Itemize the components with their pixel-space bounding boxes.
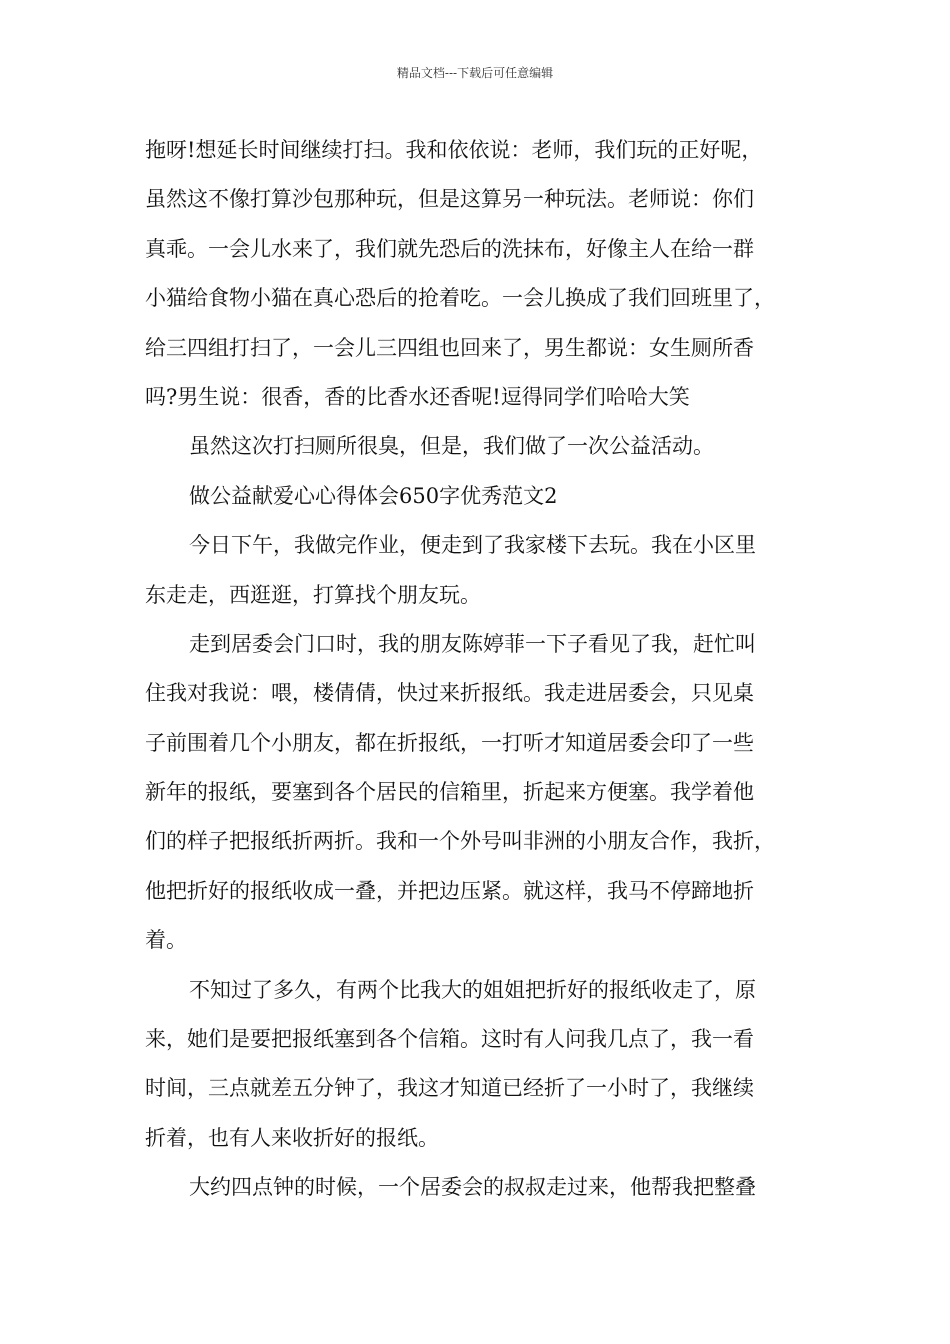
paragraph-line: 不知过了多久，有两个比我大的姐姐把折好的报纸收走了，原 — [189, 977, 756, 1002]
text-line: 小猫给食物小猫在真心恐后的抢着吃。一会儿换成了我们回班里了， — [145, 286, 775, 311]
text-line: 拖呀!想延长时间继续打扫。我和依依说：老师，我们玩的正好呢， — [145, 138, 763, 162]
text-line: 们的样子把报纸折两折。我和一个外号叫非洲的小朋友合作，我折， — [145, 829, 775, 854]
text-line: 时间，三点就差五分钟了，我这才知道已经折了一小时了，我继续 — [145, 1076, 754, 1101]
text-line: 东走走，西逛逛，打算找个朋友玩。 — [145, 582, 481, 607]
text-line: 虽然这不像打算沙包那种玩，但是这算另一种玩法。老师说：你们 — [145, 187, 754, 212]
text-line: 折着，也有人来收折好的报纸。 — [145, 1125, 439, 1150]
section-title: 做公益献爱心心得体会650字优秀范文2 — [189, 483, 558, 508]
text-line: 吗?男生说：很香，香的比香水还香呢!逗得同学们哈哈大笑 — [145, 384, 690, 409]
paragraph-line: 大约四点钟的时候，一个居委会的叔叔走过来，他帮我把整叠 — [189, 1175, 756, 1200]
text-line: 真乖。一会儿水来了，我们就先恐后的洗抹布，好像主人在给一群 — [145, 236, 754, 261]
document-body — [145, 126, 815, 1213]
text-line: 新年的报纸，要塞到各个居民的信箱里，折起来方便塞。我学着他 — [145, 780, 754, 805]
page-header: 精品文档---下载后可任意编辑 — [396, 66, 554, 80]
text-line: 住我对我说：喂，楼倩倩，快过来折报纸。我走进居委会，只见桌 — [145, 681, 754, 706]
paragraph-line: 走到居委会门口时，我的朋友陈婷菲一下子看见了我，赶忙叫 — [189, 631, 756, 656]
text-line: 着。 — [145, 928, 187, 953]
text-line: 子前围着几个小朋友，都在折报纸，一打听才知道居委会印了一些 — [145, 730, 754, 755]
text-line: 来，她们是要把报纸塞到各个信箱。这时有人问我几点了，我一看 — [145, 1027, 754, 1052]
paragraph-line: 虽然这次打扫厕所很臭，但是，我们做了一次公益活动。 — [189, 434, 714, 459]
paragraph-line: 今日下午，我做完作业，便走到了我家楼下去玩。我在小区里 — [189, 533, 756, 558]
text-line: 给三四组打扫了，一会儿三四组也回来了，男生都说：女生厕所香 — [145, 335, 754, 360]
text-line: 他把折好的报纸收成一叠，并把边压紧。就这样，我马不停蹄地折 — [145, 878, 754, 903]
